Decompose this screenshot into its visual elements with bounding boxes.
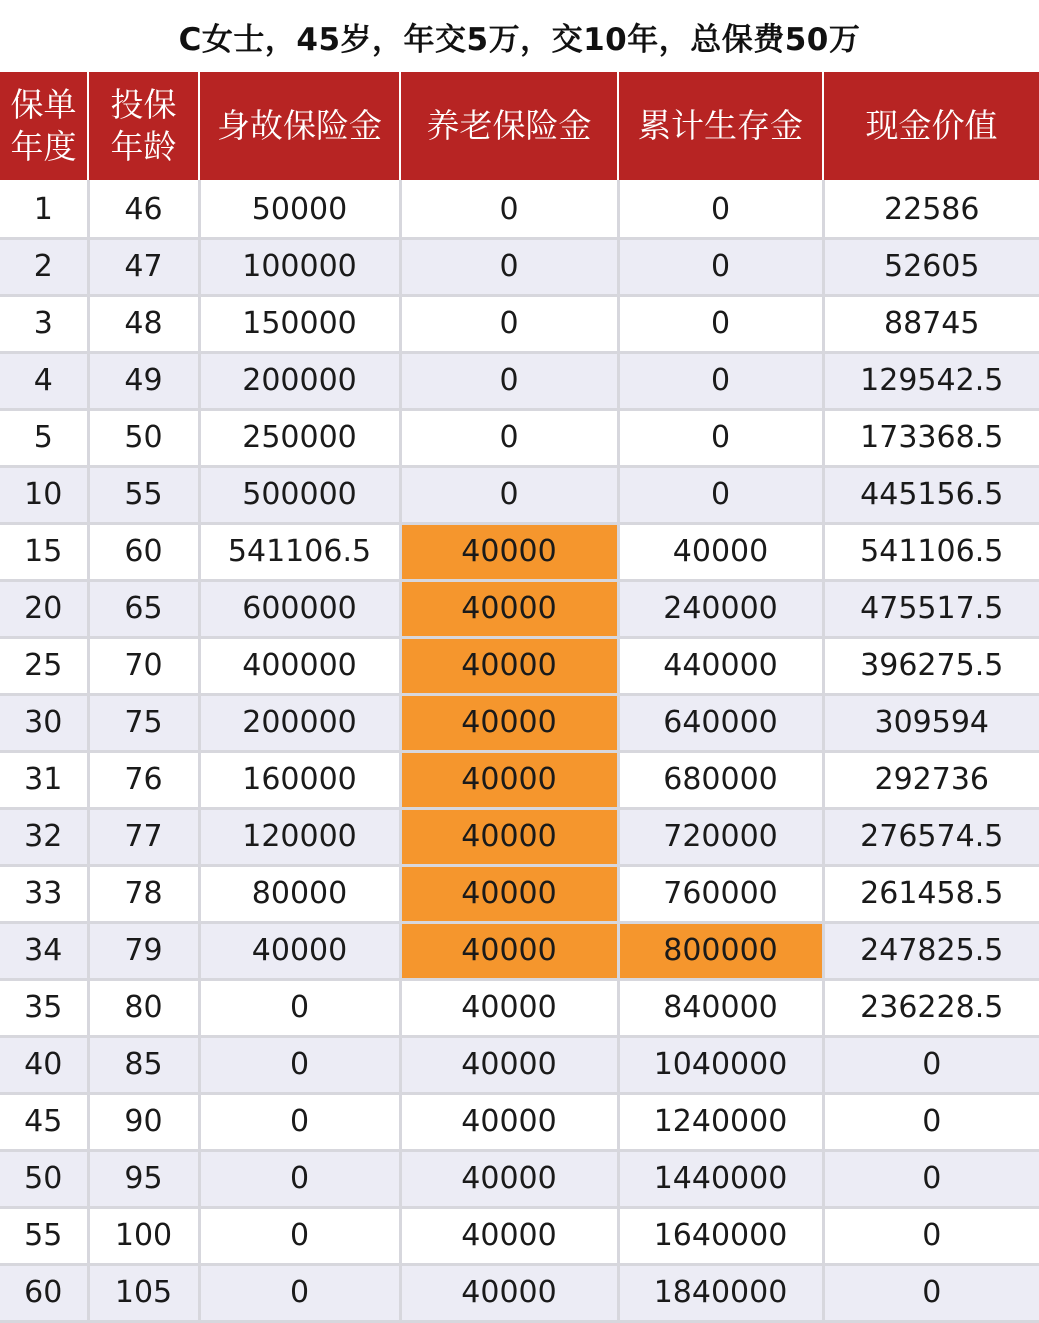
cell-death-benefit: 150000	[199, 295, 400, 352]
cell-cumulative-survival-benefit: 240000	[618, 580, 823, 637]
cell-cumulative-survival-benefit: 1240000	[618, 1093, 823, 1150]
cell-insured-age: 79	[88, 922, 199, 979]
cell-death-benefit: 0	[199, 1036, 400, 1093]
table-row	[0, 1150, 1039, 1207]
table-row	[0, 466, 1039, 523]
cell-insured-age: 78	[88, 865, 199, 922]
cell-pension-benefit: 40000	[400, 1150, 618, 1207]
table-header-row	[0, 72, 1039, 181]
table-row	[0, 409, 1039, 466]
cell-death-benefit: 160000	[199, 751, 400, 808]
cell-cash-value: 0	[823, 1036, 1039, 1093]
cell-insured-age: 90	[88, 1093, 199, 1150]
cell-policy-year: 3	[0, 295, 88, 352]
cell-death-benefit: 541106.5	[199, 523, 400, 580]
cell-cash-value: 236228.5	[823, 979, 1039, 1036]
cell-death-benefit: 0	[199, 1150, 400, 1207]
cell-pension-benefit: 0	[400, 352, 618, 409]
cell-policy-year: 5	[0, 409, 88, 466]
cell-cumulative-survival-benefit: 0	[618, 409, 823, 466]
cell-death-benefit: 0	[199, 1264, 400, 1321]
header-insured-age: 投保年龄	[88, 72, 199, 181]
cell-pension-benefit: 40000	[400, 808, 618, 865]
cell-cash-value: 247825.5	[823, 922, 1039, 979]
cell-policy-year: 2	[0, 238, 88, 295]
cell-death-benefit: 400000	[199, 637, 400, 694]
cell-pension-benefit: 0	[400, 238, 618, 295]
cell-cash-value: 0	[823, 1093, 1039, 1150]
table-row	[0, 922, 1039, 979]
cell-policy-year: 20	[0, 580, 88, 637]
table-row	[0, 523, 1039, 580]
cell-cash-value: 396275.5	[823, 637, 1039, 694]
cell-insured-age: 77	[88, 808, 199, 865]
table-row	[0, 979, 1039, 1036]
table-row	[0, 1036, 1039, 1093]
cell-death-benefit: 600000	[199, 580, 400, 637]
table-row	[0, 1264, 1039, 1321]
table-row	[0, 1207, 1039, 1264]
cell-cash-value: 0	[823, 1150, 1039, 1207]
cell-policy-year: 31	[0, 751, 88, 808]
cell-policy-year: 40	[0, 1036, 88, 1093]
cell-policy-year: 34	[0, 922, 88, 979]
header-cash-value: 现金价值	[823, 72, 1039, 181]
cell-cumulative-survival-benefit: 640000	[618, 694, 823, 751]
cell-death-benefit: 0	[199, 979, 400, 1036]
cell-insured-age: 49	[88, 352, 199, 409]
cell-pension-benefit: 40000	[400, 751, 618, 808]
cell-policy-year: 60	[0, 1264, 88, 1321]
cell-cash-value: 292736	[823, 751, 1039, 808]
cell-death-benefit: 120000	[199, 808, 400, 865]
cell-cumulative-survival-benefit: 680000	[618, 751, 823, 808]
cell-insured-age: 47	[88, 238, 199, 295]
cell-cash-value: 276574.5	[823, 808, 1039, 865]
cell-pension-benefit: 40000	[400, 1093, 618, 1150]
cell-pension-benefit: 40000	[400, 922, 618, 979]
cell-cash-value: 261458.5	[823, 865, 1039, 922]
cell-cumulative-survival-benefit: 1040000	[618, 1036, 823, 1093]
cell-pension-benefit: 40000	[400, 580, 618, 637]
cell-death-benefit: 80000	[199, 865, 400, 922]
cell-cumulative-survival-benefit: 760000	[618, 865, 823, 922]
cell-cumulative-survival-benefit: 0	[618, 238, 823, 295]
cell-policy-year: 32	[0, 808, 88, 865]
table-row	[0, 580, 1039, 637]
cell-policy-year: 33	[0, 865, 88, 922]
cell-pension-benefit: 40000	[400, 1036, 618, 1093]
header-policy-year: 保单年度	[0, 72, 88, 181]
header-cumulative-survival-benefit: 累计生存金	[618, 72, 823, 181]
cell-pension-benefit: 40000	[400, 1207, 618, 1264]
cell-death-benefit: 200000	[199, 352, 400, 409]
cell-pension-benefit: 0	[400, 409, 618, 466]
cell-cash-value: 129542.5	[823, 352, 1039, 409]
cell-insured-age: 70	[88, 637, 199, 694]
cell-insured-age: 55	[88, 466, 199, 523]
page-title: C女士，45岁，年交5万，交10年，总保费50万	[178, 21, 861, 58]
cell-policy-year: 30	[0, 694, 88, 751]
table-row	[0, 694, 1039, 751]
table-row	[0, 637, 1039, 694]
cell-insured-age: 85	[88, 1036, 199, 1093]
cell-insured-age: 48	[88, 295, 199, 352]
table-row	[0, 238, 1039, 295]
cell-cumulative-survival-benefit: 840000	[618, 979, 823, 1036]
cell-insured-age: 75	[88, 694, 199, 751]
cell-insured-age: 80	[88, 979, 199, 1036]
cell-insured-age: 100	[88, 1207, 199, 1264]
cell-cash-value: 88745	[823, 295, 1039, 352]
cell-cumulative-survival-benefit: 1840000	[618, 1264, 823, 1321]
cell-insured-age: 105	[88, 1264, 199, 1321]
cell-cash-value: 52605	[823, 238, 1039, 295]
cell-cash-value: 0	[823, 1207, 1039, 1264]
cell-cumulative-survival-benefit: 0	[618, 181, 823, 238]
cell-pension-benefit: 40000	[400, 979, 618, 1036]
insurance-benefit-table	[0, 72, 1039, 1323]
cell-cash-value: 445156.5	[823, 466, 1039, 523]
cell-death-benefit: 500000	[199, 466, 400, 523]
cell-death-benefit: 50000	[199, 181, 400, 238]
cell-policy-year: 35	[0, 979, 88, 1036]
table-row	[0, 295, 1039, 352]
table-row	[0, 352, 1039, 409]
cell-policy-year: 55	[0, 1207, 88, 1264]
cell-death-benefit: 0	[199, 1093, 400, 1150]
cell-insured-age: 76	[88, 751, 199, 808]
cell-cash-value: 173368.5	[823, 409, 1039, 466]
cell-death-benefit: 100000	[199, 238, 400, 295]
header-death-benefit: 身故保险金	[199, 72, 400, 181]
cell-cumulative-survival-benefit: 440000	[618, 637, 823, 694]
cell-death-benefit: 40000	[199, 922, 400, 979]
cell-cash-value: 309594	[823, 694, 1039, 751]
cell-insured-age: 50	[88, 409, 199, 466]
cell-pension-benefit: 40000	[400, 694, 618, 751]
cell-insured-age: 65	[88, 580, 199, 637]
header-pension-benefit: 养老保险金	[400, 72, 618, 181]
cell-cumulative-survival-benefit: 0	[618, 352, 823, 409]
cell-pension-benefit: 40000	[400, 523, 618, 580]
table-body	[0, 181, 1039, 1321]
cell-pension-benefit: 0	[400, 295, 618, 352]
cell-pension-benefit: 40000	[400, 637, 618, 694]
cell-policy-year: 50	[0, 1150, 88, 1207]
cell-insured-age: 46	[88, 181, 199, 238]
cell-insured-age: 60	[88, 523, 199, 580]
cell-cash-value: 475517.5	[823, 580, 1039, 637]
cell-cumulative-survival-benefit: 1440000	[618, 1150, 823, 1207]
cell-pension-benefit: 40000	[400, 865, 618, 922]
cell-pension-benefit: 0	[400, 466, 618, 523]
cell-pension-benefit: 40000	[400, 1264, 618, 1321]
table-row	[0, 1093, 1039, 1150]
cell-policy-year: 10	[0, 466, 88, 523]
cell-policy-year: 45	[0, 1093, 88, 1150]
cell-death-benefit: 0	[199, 1207, 400, 1264]
cell-policy-year: 1	[0, 181, 88, 238]
cell-death-benefit: 250000	[199, 409, 400, 466]
cell-cumulative-survival-benefit: 0	[618, 466, 823, 523]
cell-policy-year: 4	[0, 352, 88, 409]
cell-cumulative-survival-benefit: 40000	[618, 523, 823, 580]
cell-policy-year: 25	[0, 637, 88, 694]
cell-death-benefit: 200000	[199, 694, 400, 751]
table-row	[0, 865, 1039, 922]
table-row	[0, 808, 1039, 865]
table-row	[0, 751, 1039, 808]
cell-policy-year: 15	[0, 523, 88, 580]
cell-cash-value: 541106.5	[823, 523, 1039, 580]
cell-pension-benefit: 0	[400, 181, 618, 238]
cell-cumulative-survival-benefit: 720000	[618, 808, 823, 865]
cell-cash-value: 22586	[823, 181, 1039, 238]
cell-insured-age: 95	[88, 1150, 199, 1207]
cell-cumulative-survival-benefit: 0	[618, 295, 823, 352]
cell-cumulative-survival-benefit: 1640000	[618, 1207, 823, 1264]
table-row	[0, 181, 1039, 238]
cell-cumulative-survival-benefit: 800000	[618, 922, 823, 979]
cell-cash-value: 0	[823, 1264, 1039, 1321]
